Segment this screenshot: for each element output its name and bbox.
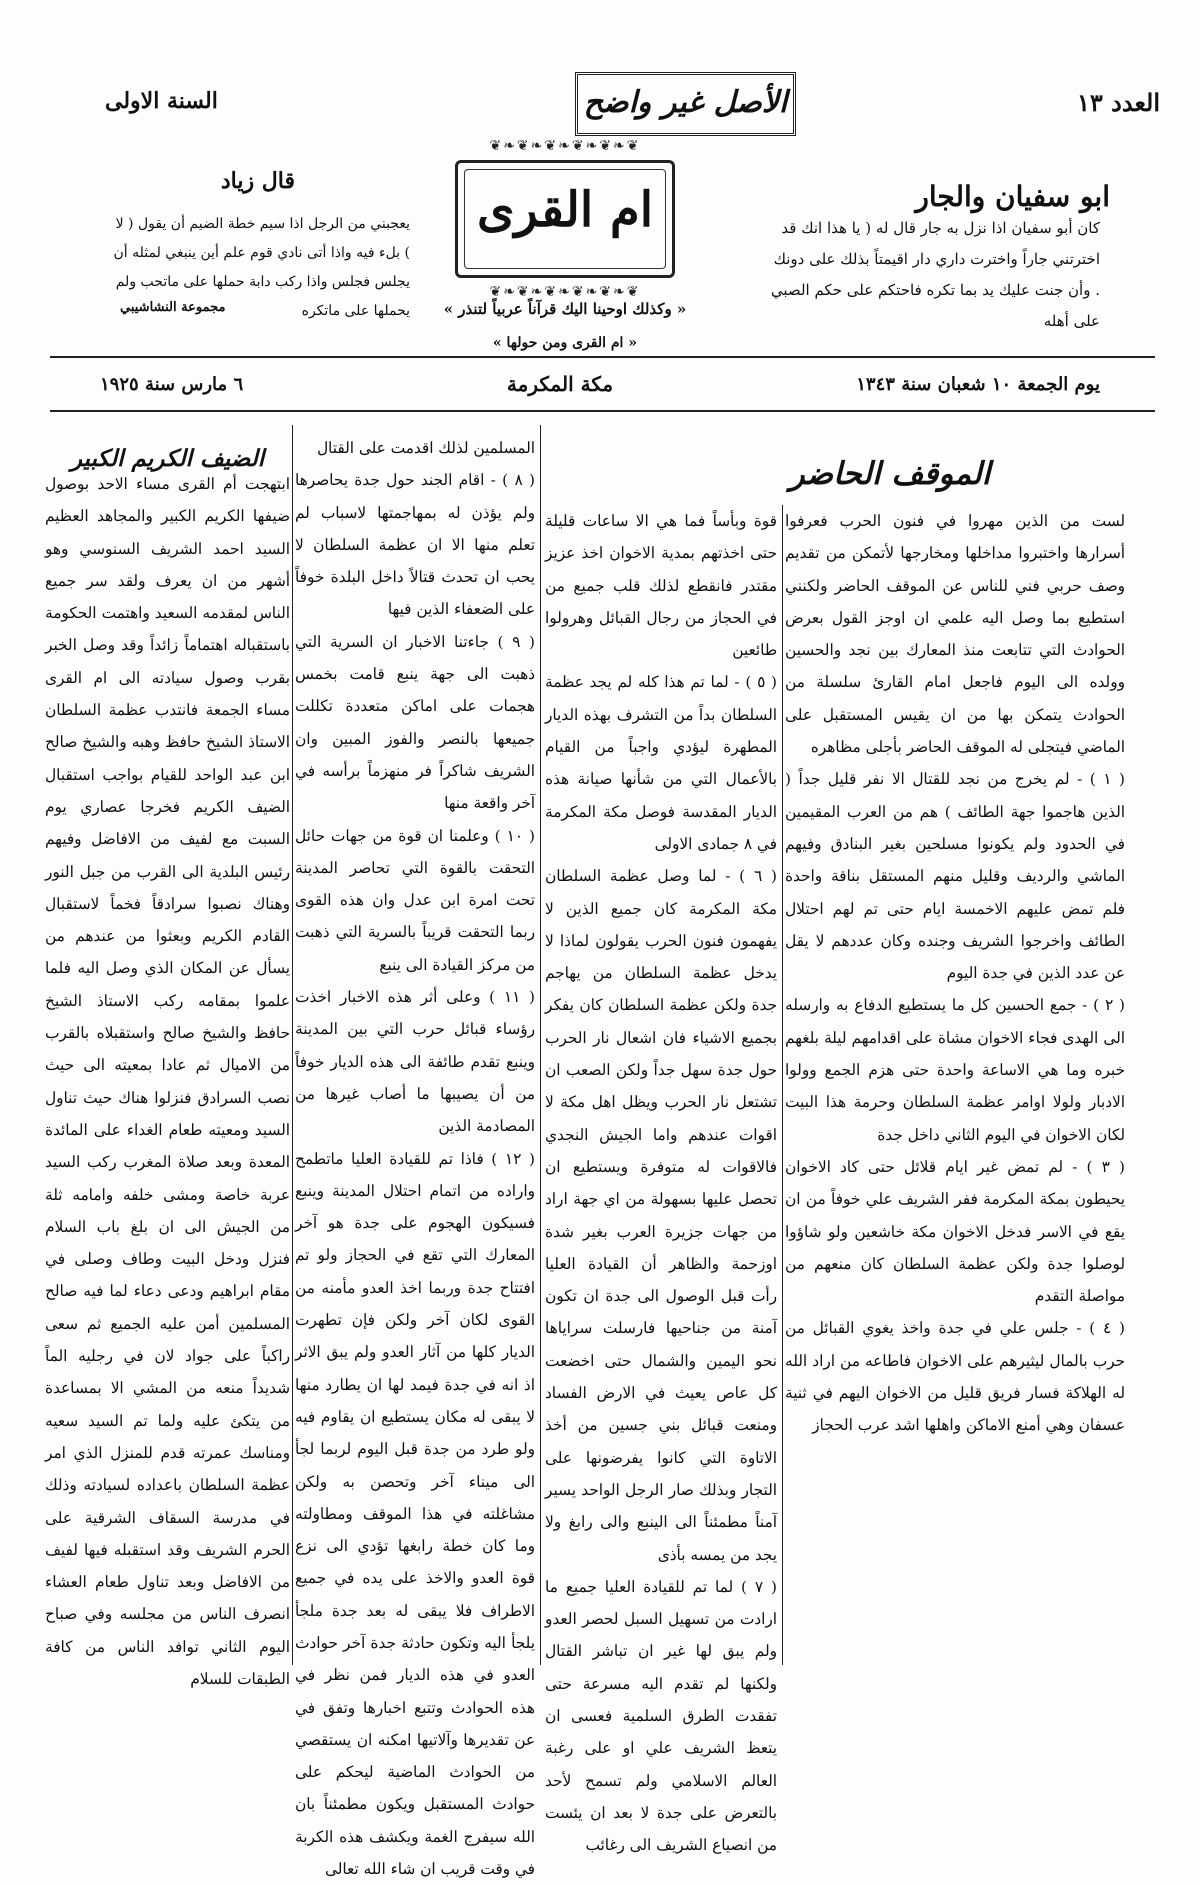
article-text: قوة وبأساً فما هي الا ساعات قليلة حتى اخذتهم بمدية الاخوان اخذ عزيز مقتدر فانقطع لذلك قلب جميع من في الحجاز من رجال القبائل وهرولوا طائعين ( ٥ ) - لما تم هذا كله لم يجد عظمة السلطان بداً من التشرف بهذه الديار المطهرة ليؤدي واجباً من القيام بالأعمال التي من شأنها صيانة هذه الديار المقدسة فوصل مكة المكرمة في ٨ جمادى الاولى ( ٦ ) - لما وصل عظمة السلطان مكة المكرمة كان جميع الذين لا يفهمون فنون الحرب يقولون لماذا لا يدخل عظمة السلطان من يهاجم جدة ولكن عظمة السلطان كان يفكر بجميع الاشياء فان اشعال نار الحرب حول جدة سهل جداً ولكن الصعب ان تشتعل نار الحرب ويظل اهل مكة لا اقوات عندهم واما الجيش النجدي فالاقوات له متوفرة ويستطيع ان تحصل عليها بسهولة من اي جهة اراد من جهات جزيرة العرب بغير شدة اوزحمة والظاهر أن القيادة العليا رأت قبل الوصول الى جدة ان تكون آمنة من جناحيها فارسلت سراياها نحو اليمين والشمال حتى اخضعت كل عاص يعيث في الارض الفساد ومنعت قبائل بني جسين من أخذ الاتاوة التي كانوا يفرضونها على التجار وبذلك صار الرجل الواحد يسير آمناً مطمئناً الى الينبع والى رابغ ولا يجد من يمسه بأذى ( ٧ ) لما تم للقيادة العليا جميع ما ارادت من تسهيل السبل لحصر العدو ولم يبق لها غير ان تباشر القتال ولكنها لم تقدم اليه مسرعة حتى تفقدت الطرق السلمية فعسى ان يتعظ الشريف علي او على رغبة العالم الاسلامي ولم تسمح لأحد بالتعرض على جدة لا بعد ان يئست من انصياع الشريف الى رغائب [545, 512, 777, 1855]
top-left-signature: مجموعة النشاشيبي [120, 300, 226, 315]
top-left-body: يعجبني من الرجل اذا سيم خطة الضيم أن يقول ( لا ) بلء فيه واذا أتى نادي قوم علم أين ينبغي لمثله أن يجلس فجلس واذا ركب دابة حملها على ماتحب ولم يحملها على ماتكره [113, 216, 410, 319]
rule-bottom [50, 410, 1155, 412]
article-title-guest: الضيف الكريم الكبير [70, 445, 265, 472]
article-column-4 [45, 432, 290, 1688]
column-separator [782, 505, 783, 1665]
article-column-3 [295, 432, 535, 1879]
rule-top [50, 356, 1155, 358]
masthead-subtitle: « ام القرى ومن حولها » [492, 335, 638, 351]
article-column-2 [545, 505, 777, 1855]
date-gregorian: ٦ مارس سنة ١٩٢٥ [100, 374, 244, 395]
masthead [455, 138, 675, 300]
date-hijri: يوم الجمعة ١٠ شعبان سنة ١٣٤٣ [856, 374, 1100, 395]
masthead-verse: « وكذلك اوحينا اليك قرآناً عربياً لتنذر » [443, 300, 687, 318]
stamp: الأصل غير واضح [575, 72, 796, 136]
article-column-1 [785, 505, 1125, 1655]
year-label: السنة الاولى [105, 88, 218, 114]
ornament-top: ❦❧❦❧❦❧❦❧❦❧❦ [489, 138, 641, 154]
article-text: ابتهجت أم القرى مساء الاحد بوصول ضيفها الكريم الكبير والمجاهد العظيم السيد احمد الشريف السنوسي وهو أشهر من ان يعرف ولقد سر جميع الناس لمقدمه السعيد واهتمت الحكومة باستقباله اهتماماً زائداً وقد وصل الخبر بقرب وصول سيادته الى ام القرى مساء الجمعة فانتدب عظمة السلطان الاستاذ الشيخ حافظ وهبه والشيخ صالح ابن عبد الواحد للقيام بواجب استقبال الضيف الكريم فخرجا عصاري يوم السبت مع لفيف من الافاضل وفيهم رئيس البلدية الى القرب من جبل النور وهناك نصبوا سرادقاً فخماً لاستقبال القادم الكريم وبعثوا من عندهم من يسأل عن المكان الذي وصل اليه فلما علموا بمقامه ركب الاستاذ الشيخ حافظ والشيخ صالح واستقبلاه بالقرب من الاميال ثم عادا بمعيته الى حيث نصب السرادق فنزلوا هناك حيث تناول السيد ومعيته طعام الغداء على المائدة المعدة وبعد صلاة المغرب ركب السيد عربة خاصة ومشى خلفه وامامه ثلة من الجيش الى ان بلغ باب السلام فنزل ودخل البيت وطاف وصلى في مقام ابراهيم ودعى دعاء لما فيه صالح المسلمين أمن عليه الجميع ثم سعى راكباً على جواد لان في رجليه الماً شديداً منعه من المشي الا بمساعدة من يتكئ عليه ولما تم السيد سعيه ومناسك عمرته قدم للمنزل الذي امر عظمة السلطان باعداده لسيادته وذلك في مدرسة السقاف الشرقية على الحرم الشريف وقد استقبله فيها لفيف من الافاضل وبعد تناول طعام العشاء انصرف الناس من مجلسه وفي صباح اليوم الثاني توافد الناس من كافة الطبقات للسلام [45, 475, 290, 1688]
date-place: مكة المكرمة [506, 372, 614, 396]
top-right-title: ابو سفيان والجار [915, 180, 1110, 213]
top-left-title: قال زياد [220, 168, 295, 194]
masthead-title: ام القرى [476, 182, 654, 238]
article-text: لست من الذين مهروا في فنون الحرب فعرفوا أسرارها واختبروا مداخلها ومخارجها لأتمكن من تقديم وصف حربي فني للناس عن الموقف الحاضر ولكنني استطيع بما وصل اليه علمي ان اوجز القول بعرض الحوادث التي تتابعت منذ المعارك بين نجد والحسين وولده الى اليوم فاجعل امام القارئ سلسلة من الحوادث يتمكن بها من ان يقيس المستقبل على الماضي فيتجلى له الموقف الحاضر بأجلى مظاهره ( ١ ) - لم يخرج من نجد للقتال الا نفر قليل جداً ( الذين هاجموا جهة الطائف ) هم من العرب المقيمين في الحدود ولم يكونوا مسلحين بغير البنادق وفيهم الماشي والرديف وقليل منهم المستقل بناقة واحدة فلم تمض عليهم الاخمسة ايام حتى تم لهم احتلال الطائف واخرجوا الشريف وجنده وكان عددهم لا يقل عن عدد الذين في جدة اليوم ( ٢ ) - جمع الحسين كل ما يستطيع الدفاع به وارسله الى الهدى فجاء الاخوان مشاة على اقدامهم ليلة بلغهم خبره وما هي الاساعة واحدة حتى هزم الجمع وولوا الادبار ولولا اوامر عظمة السلطان وحرمة هذا البيت لكان الاخوان في اليوم الثاني داخل جدة ( ٣ ) - لم تمض غير ايام قلائل حتى كاد الاخوان يحيطون بمكة المكرمة ففر الشريف علي خوفاً من ان يقع في الاسر فدخل الاخوان مكة خاشعين ولو شاؤوا لوصلوا جدة ولكن عظمة السلطان كان منعهم من مواصلة التقدم ( ٤ ) - جلس علي في جدة واخذ يغوي القبائل من حرب بالمال ليثيرهم على الاخوان فاطاعه من اراد الله له الهلاكة فسار فريق قليل من الاخوان اليهم في ثنية عسفان وهي أمنع الاماكن واهلها اشد عرب الحجاز [785, 512, 1125, 1435]
top-right-body: كان أبو سفيان اذا نزل به جار قال له ( يا هذا انك قد اخترتني جاراً واخترت داري دار اقيمتاً بذلك على دونك . وأن جنت عليك يد بما تكره فاحتكم على حكم الصبي على أهله [770, 219, 1100, 330]
article-title-current-situation: الموقف الحاضر [789, 456, 991, 492]
ornament-bottom: ❦❧❦❧❦❧❦❧❦❧❦ [489, 284, 641, 300]
column-separator [292, 425, 293, 1665]
column-separator [540, 425, 541, 1665]
article-text: المسلمين لذلك اقدمت على القتال ( ٨ ) - اقام الجند حول جدة يحاصرها ولم يؤذن له بمهاجمتها لاسباب لم تعلم منها الا ان عظمة السلطان لا يحب ان تحدث قتالاً داخل البلدة خوفاً على الضعفاء الذين فيها ( ٩ ) جاءتنا الاخبار ان السرية التي ذهبت الى جهة ينبع قامت بخمس هجمات على اماكن متعددة تكللت جميعها بالنصر والفوز المبين وان الشريف شاكراً فر منهزماً برأسه في آخر واقعة منها ( ١٠ ) وعلمنا ان قوة من جهات حائل التحقت بالقوة التي تحاصر المدينة تحت امرة ابن عدل وان هذه القوى ربما التحقت قريباً بالسرية التي ذهبت من مركز القيادة الى ينبع ( ١١ ) وعلى أثر هذه الاخبار اخذت رؤساء قبائل حرب التي بين المدينة وينبع تقدم طائفة الى هذه الديار خوفاً من أن يصيبها ما أصاب غيرها من المصادمة الذين ( ١٢ ) فاذا تم للقيادة العليا ماتطمح واراده من اتمام احتلال المدينة وينبع فسيكون الهجوم على جدة هو آخر المعارك التي تقع في الحجاز ولو تم افتتاح جدة وربما اخذ العدو مأمنه من القوى لكان آخر ولكن فإن تطهرت الديار كلها من آثار العدو ولم يبق الاثر اذ انه في جدة فيمد لها ان يطارد منها لا يبقى له مكان يستطيع ان يقاوم فيه ولو طرد من جدة قبل اليوم لربما لجأ الى ميناء آخر وتحصن به ولكن مشاغلته في هذا الموقف ومطاولته وما كان خطة رابغها تؤدي الى نزع قوة العدو والاخذ على يده في جميع الاطراف فلا يبقى له بعد جدة ملجأ يلجأ اليه وتكون حادثة جدة آخر حوادث العدو في هذه الديار فمن نظر في هذه الحوادث وتتبع اخبارها وتفق في عن تقديرها وآلاتيها امكنه ان يستقصي من الحوادث الماضية ليحكم على حوادث المستقبل ويكون مطمئناً بان الله سيفرج الغمة ويكشف هذه الكربة في وقت قريب ان شاء الله تعالى [295, 439, 535, 1879]
issue-number: العدد ١٣ [1077, 88, 1160, 117]
